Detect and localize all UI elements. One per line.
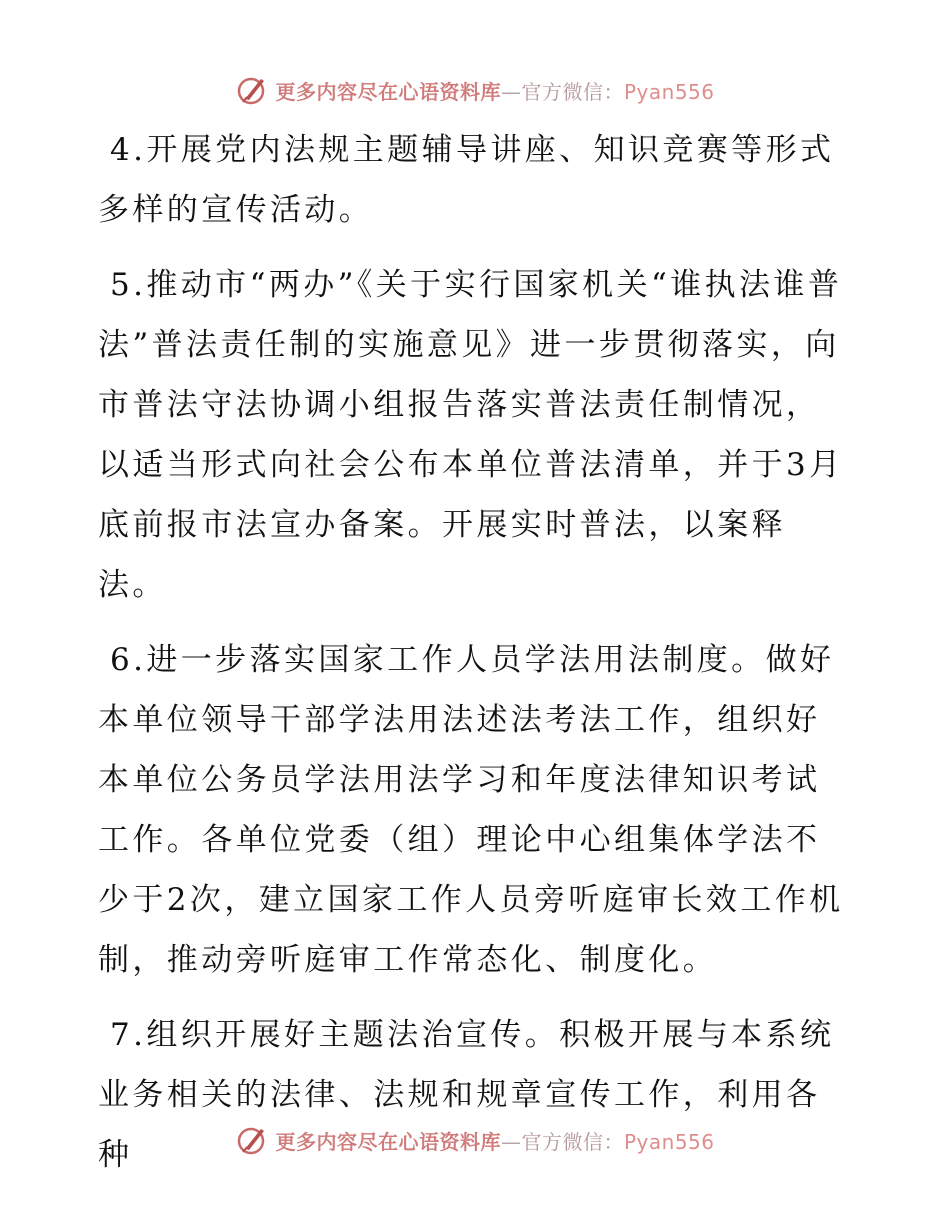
watermark-separator: — (500, 79, 522, 104)
watermark-account-id: Pyan556 (623, 79, 715, 104)
watermark-text (275, 1126, 714, 1155)
paragraph-item-4: 4.开展党内法规主题辅导讲座、知识竞赛等形式多样的宣传活动。 (98, 132, 835, 228)
paragraph-item-5: 5.推动市“两办”《关于实行国家机关“谁执法谁普法”普法责任制的实施意见》进一步贯彻落实，向市普法守法协调小组报告落实普法责任制情况，以适当形式向社会公布本单位普法清单，并于3月底前报市法宣办备案。开展实时普法，以案释法。 (98, 267, 844, 603)
watermark-brand: 更多内容尽在心语资料库 (275, 1129, 501, 1154)
watermark-account-label: 官方微信： (521, 1129, 624, 1154)
paragraph-item-6: 6.进一步落实国家工作人员学法用法制度。做好本单位领导干部学法用法述法考法工作，组织好本单位公务员学法用法学习和年度法律知识考试工作。各单位党委（组）理论中心组集体学法不少于2次，建立国家工作人员旁听庭审长效工作机制，推动旁听庭审工作常态化、制度化。 (98, 642, 844, 978)
watermark-separator: — (500, 1129, 522, 1154)
document-body (98, 120, 850, 1200)
watermark-footer (0, 1120, 950, 1160)
paragraph-item-7: 7.组织开展好主题法治宣传。积极开展与本系统业务相关的法律、法规和规章宣传工作，利用各种 (98, 1017, 835, 1173)
watermark-text (275, 76, 714, 105)
watermark-header (0, 70, 950, 110)
quill-pen-circle-icon (235, 1123, 269, 1157)
watermark-account-label: 官方微信： (521, 79, 624, 104)
quill-pen-circle-icon (235, 73, 269, 107)
watermark-brand: 更多内容尽在心语资料库 (275, 79, 501, 104)
watermark-account-id: Pyan556 (623, 1129, 715, 1154)
